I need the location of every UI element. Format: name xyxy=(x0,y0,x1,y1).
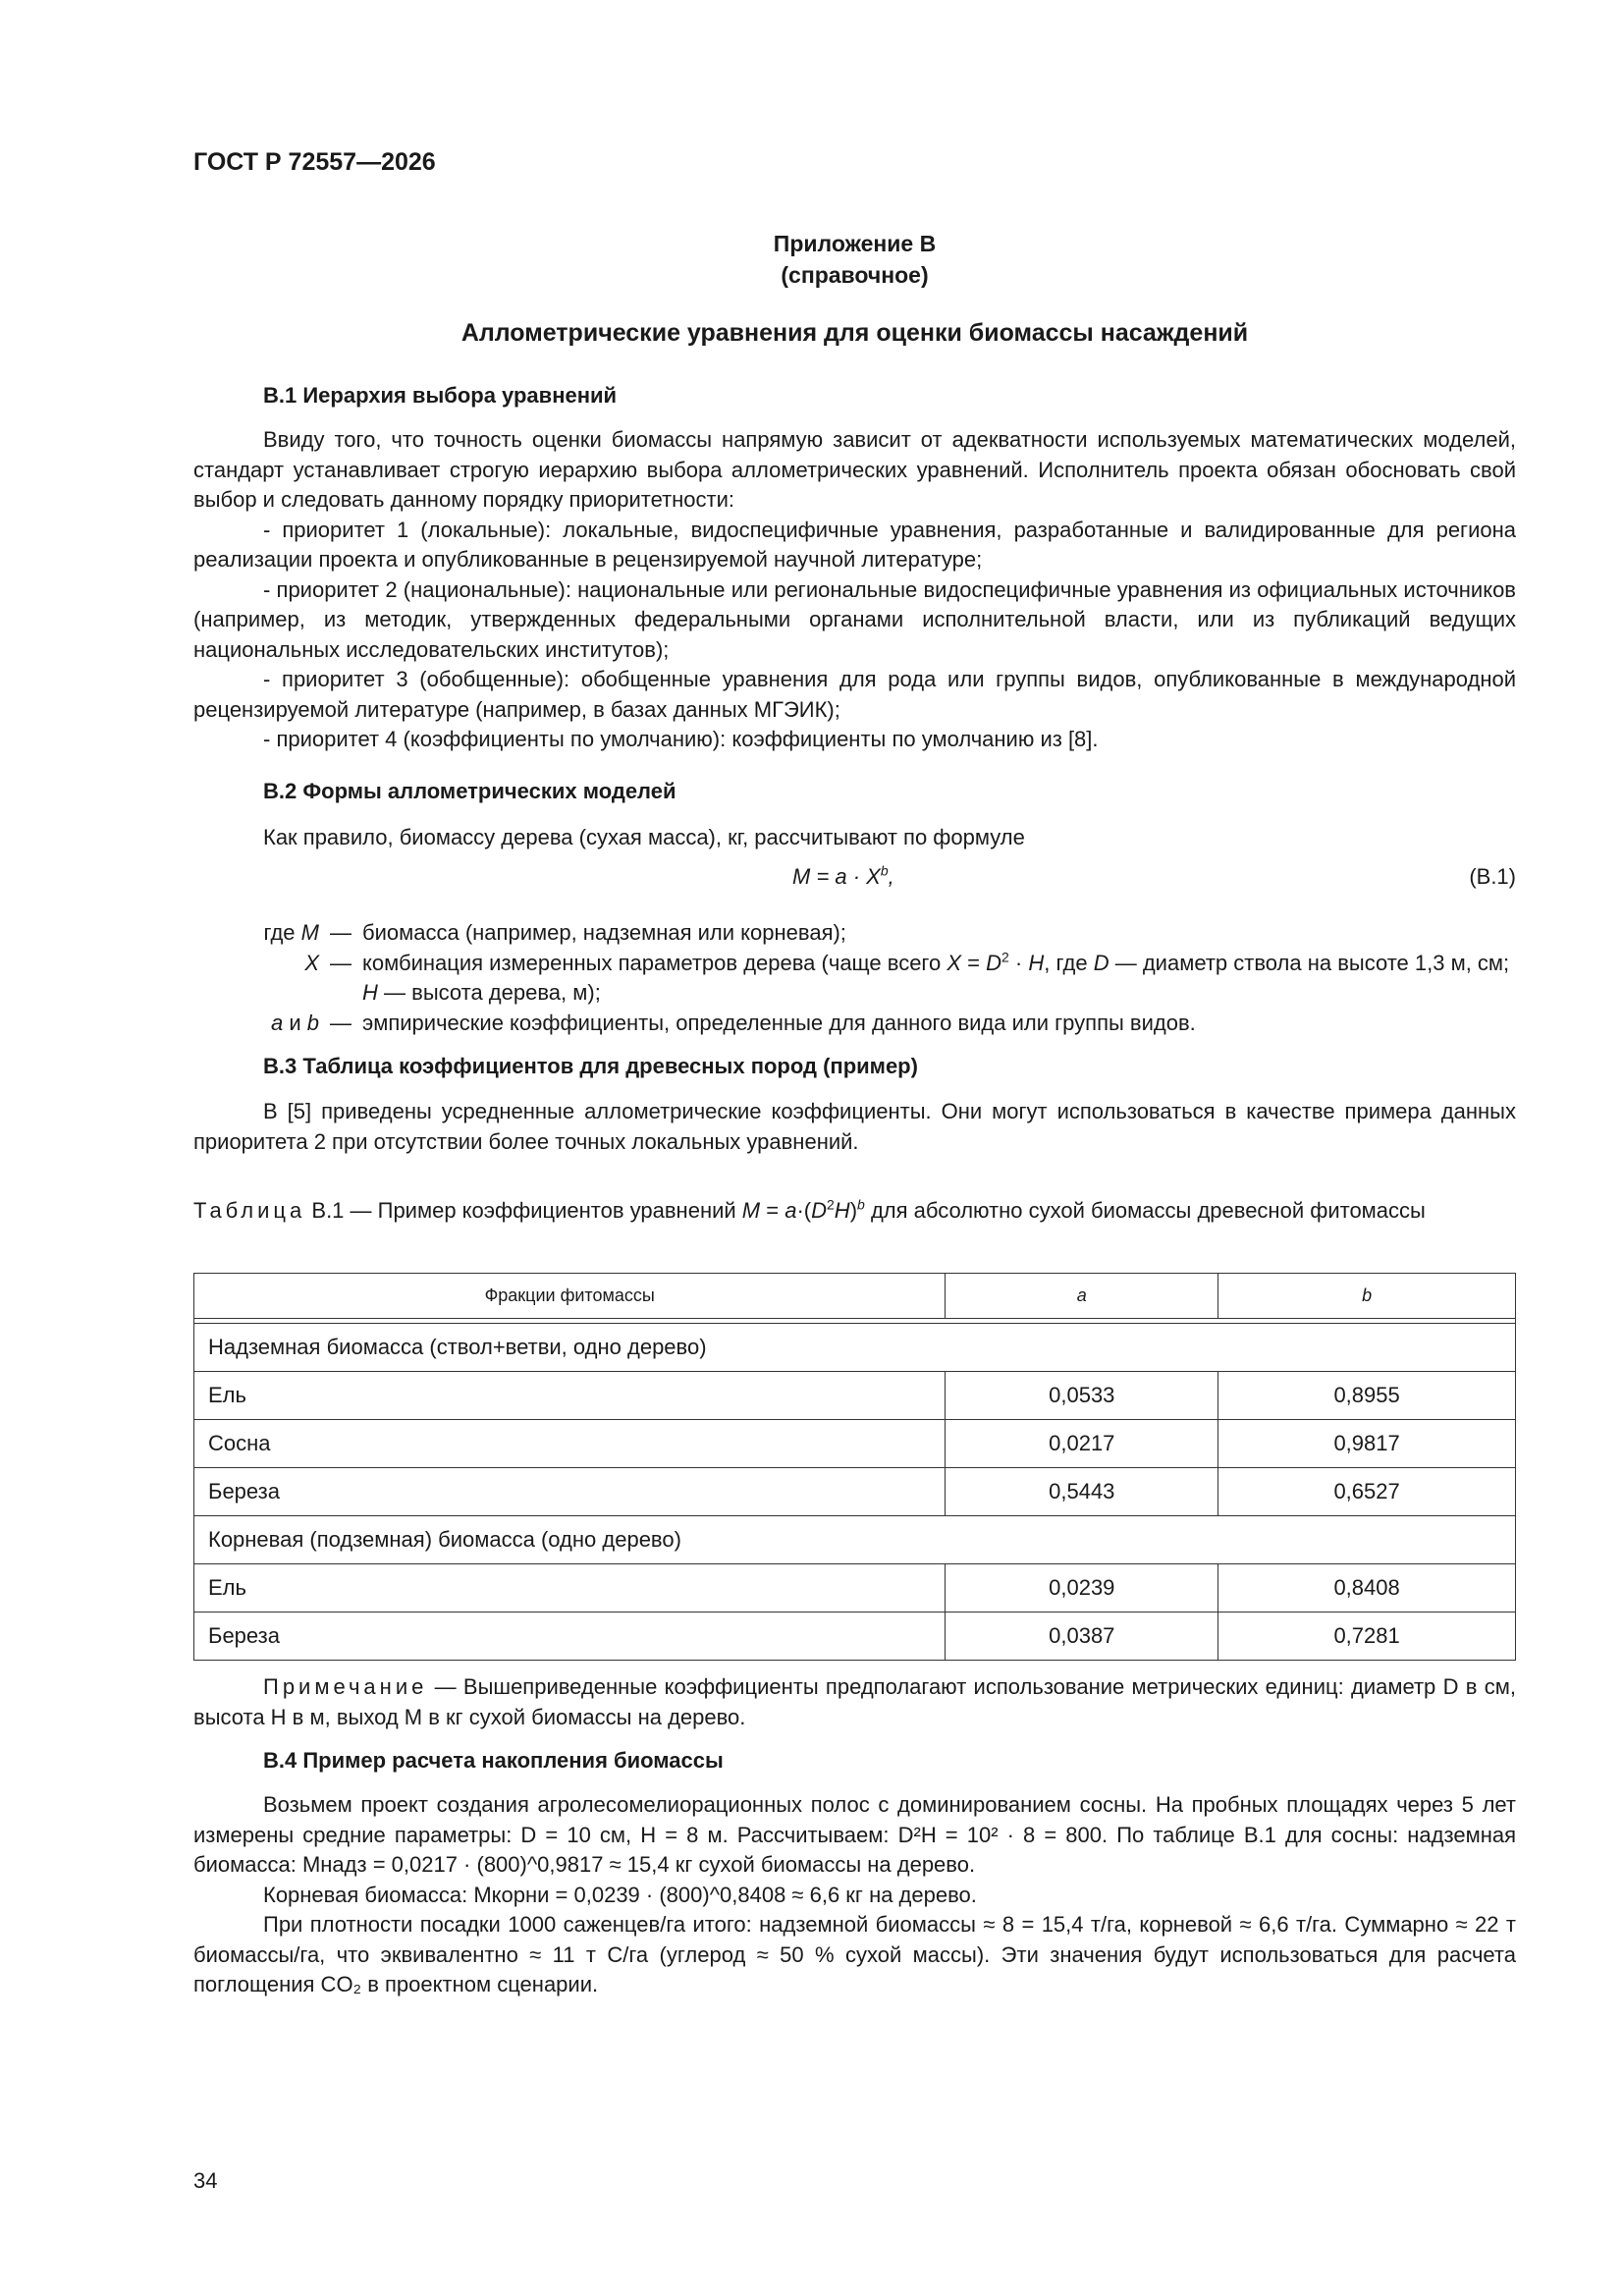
table-cell: Береза xyxy=(194,1468,946,1516)
table-cell: Ель xyxy=(194,1372,946,1420)
paragraph: Возьмем проект создания агролесомелиорационных полос с доминированием сосны. На пробных площадях через 5 лет измерены средние параметры: D = 10 см, H = 8 м. Рассчитываем: D²H = 10² · 8 = 800. По таблице В.1 для сосны: надземная биомасса: Mнадз = 0,0217 · (800)^0,9817 ≈ 15,4 кг сухой биомассы на дерево. xyxy=(193,1792,1516,1877)
document-code: ГОСТ Р 72557—2026 xyxy=(193,148,436,176)
formula-b1 xyxy=(193,864,1516,894)
list-item: - приоритет 3 (обобщенные): обобщенные уравнения для рода или группы видов, опубликованные в международной рецензируемой литературе (например, в базах данных МГЭИК); xyxy=(193,667,1516,722)
table-group-label: Корневая (подземная) биомасса (одно дерево) xyxy=(194,1516,1516,1564)
table-cell: 0,5443 xyxy=(946,1468,1218,1516)
table-group-label: Надземная биомасса (ствол+ветви, одно дерево) xyxy=(194,1324,1516,1372)
definition-desc: эмпирические коэффициенты, определенные для данного вида или группы видов. xyxy=(362,1010,1196,1035)
table-cell: 0,8408 xyxy=(1218,1564,1516,1613)
paragraph: При плотности посадки 1000 саженцев/га итого: надземной биомассы ≈ 8 = 15,4 т/га, корневой ≈ 6,6 т/га. Суммарно ≈ 22 т биомассы/га, что эквивалентно ≈ 11 т С/га (углерод ≈ 50 % сухой массы). Эти значения будут использоваться для расчета поглощения CO₂ в проектном сценарии. xyxy=(193,1912,1516,1996)
table-group-row xyxy=(194,1324,1516,1372)
paragraph: В [5] приведены усредненные аллометрические коэффициенты. Они могут использоваться в качестве примера данных приоритета 2 при отсутствии более точных локальных уравнений. xyxy=(193,1099,1516,1154)
formula-definitions xyxy=(193,918,1516,1038)
coefficients-table xyxy=(193,1273,1516,1661)
section-b3-intro xyxy=(193,1097,1516,1157)
list-item: - приоритет 4 (коэффициенты по умолчанию): коэффициенты по умолчанию из [8]. xyxy=(263,727,1099,751)
paragraph: Корневая биомасса: Mкорни = 0,0239 · (800)^0,8408 ≈ 6,6 кг на дерево. xyxy=(263,1882,977,1907)
page-number: 34 xyxy=(193,2168,218,2193)
definition-row: X — комбинация измеренных параметров дерева (чаще всего $X = D^2 \cdot H$, где D — диаметр ствола на высоте 1,3 м, см; H — высота дерева, м); xyxy=(193,949,1516,1009)
section-b2-intro xyxy=(193,823,1516,853)
table-cell: Береза xyxy=(194,1613,946,1661)
table-header: Фракции фитомассы xyxy=(194,1274,946,1319)
appendix-heading xyxy=(193,228,1516,291)
definition-term: a и b xyxy=(270,1010,319,1035)
table-caption: Таблица В.1 — Пример коэффициентов уравнений $M = a\cdot(D^2H)^b$ для абсолютно сухой биомассы древесной фитомассы xyxy=(193,1196,1426,1223)
table-header: b xyxy=(1218,1274,1516,1319)
paragraph: Как правило, биомассу дерева (сухая масса), кг, рассчитывают по формуле xyxy=(263,825,1025,849)
table-cell: 0,0533 xyxy=(946,1372,1218,1420)
section-heading-b3: В.3 Таблица коэффициентов для древесных пород (пример) xyxy=(263,1054,918,1078)
table-cell: Сосна xyxy=(194,1420,946,1468)
definition-desc: биомасса (например, надземная или корневая); xyxy=(362,920,846,945)
table-row xyxy=(194,1613,1516,1661)
table-cell: 0,0239 xyxy=(946,1564,1218,1613)
table-cell: 0,7281 xyxy=(1218,1613,1516,1661)
table-cell: 0,6527 xyxy=(1218,1468,1516,1516)
formula-expression: $M = a \cdot X^b$, xyxy=(792,862,894,889)
table-row xyxy=(194,1420,1516,1468)
appendix-title: Аллометрические уравнения для оценки биомассы насаждений xyxy=(460,319,1249,347)
definition-desc: комбинация измеренных параметров дерева (чаще всего $X = D^2 \cdot H$, где D — диаметр ствола на высоте 1,3 м, см; H — высота дерева, м); xyxy=(362,949,1510,1005)
section-heading-b1: В.1 Иерархия выбора уравнений xyxy=(263,383,618,408)
table-cell: Ель xyxy=(194,1564,946,1613)
table-row xyxy=(194,1468,1516,1516)
definition-term: где M xyxy=(263,920,319,945)
table-cell: 0,0217 xyxy=(946,1420,1218,1468)
section-heading-b4: В.4 Пример расчета накопления биомассы xyxy=(263,1748,724,1773)
paragraph: Ввиду того, что точность оценки биомассы напрямую зависит от адекватности используемых математических моделей, стандарт устанавливает строгую иерархию выбора аллометрических уравнений. Исполнитель проекта обязан обосновать свой выбор и следовать данному порядку приоритетности: xyxy=(193,427,1516,512)
section-heading-b2: В.2 Формы аллометрических моделей xyxy=(263,779,676,803)
appendix-type: (справочное) xyxy=(781,262,929,288)
list-item: - приоритет 2 (национальные): национальные или региональные видоспецифичные уравнения из официальных источников (например, из методик, утвержденных федеральными органами исполнительной власти, или из публикаций ведущих национальных исследовательских институтов); xyxy=(193,576,1516,662)
section-b1-body xyxy=(193,425,1516,755)
table-cell: 0,9817 xyxy=(1218,1420,1516,1468)
table-note xyxy=(193,1672,1516,1732)
appendix-label: Приложение В xyxy=(773,231,937,256)
list-item: - приоритет 1 (локальные): локальные, видоспецифичные уравнения, разработанные и валидированные для региона реализации проекта и опубликованные в рецензируемой научной литературе; xyxy=(193,517,1516,572)
table-group-row xyxy=(194,1516,1516,1564)
formula-number: (В.1) xyxy=(1469,864,1516,889)
note-text: — Вышеприведенные коэффициенты предполагают использование метрических единиц: диаметр D в см, высота H в м, выход M в кг сухой биомассы на дерево. xyxy=(193,1674,1516,1729)
note-label: Примечание xyxy=(263,1674,428,1699)
section-b4-body xyxy=(193,1790,1516,2000)
table-row xyxy=(194,1372,1516,1420)
table-header: a xyxy=(946,1274,1218,1319)
table-header-row xyxy=(194,1274,1516,1319)
definition-row: где M — биомасса (например, надземная или корневая); xyxy=(193,918,1516,949)
definition-term: X xyxy=(304,950,319,975)
table-row xyxy=(194,1564,1516,1613)
table-cell: 0,0387 xyxy=(946,1613,1218,1661)
table-cell: 0,8955 xyxy=(1218,1372,1516,1420)
definition-row: a и b — эмпирические коэффициенты, определенные для данного вида или группы видов. xyxy=(193,1009,1516,1039)
